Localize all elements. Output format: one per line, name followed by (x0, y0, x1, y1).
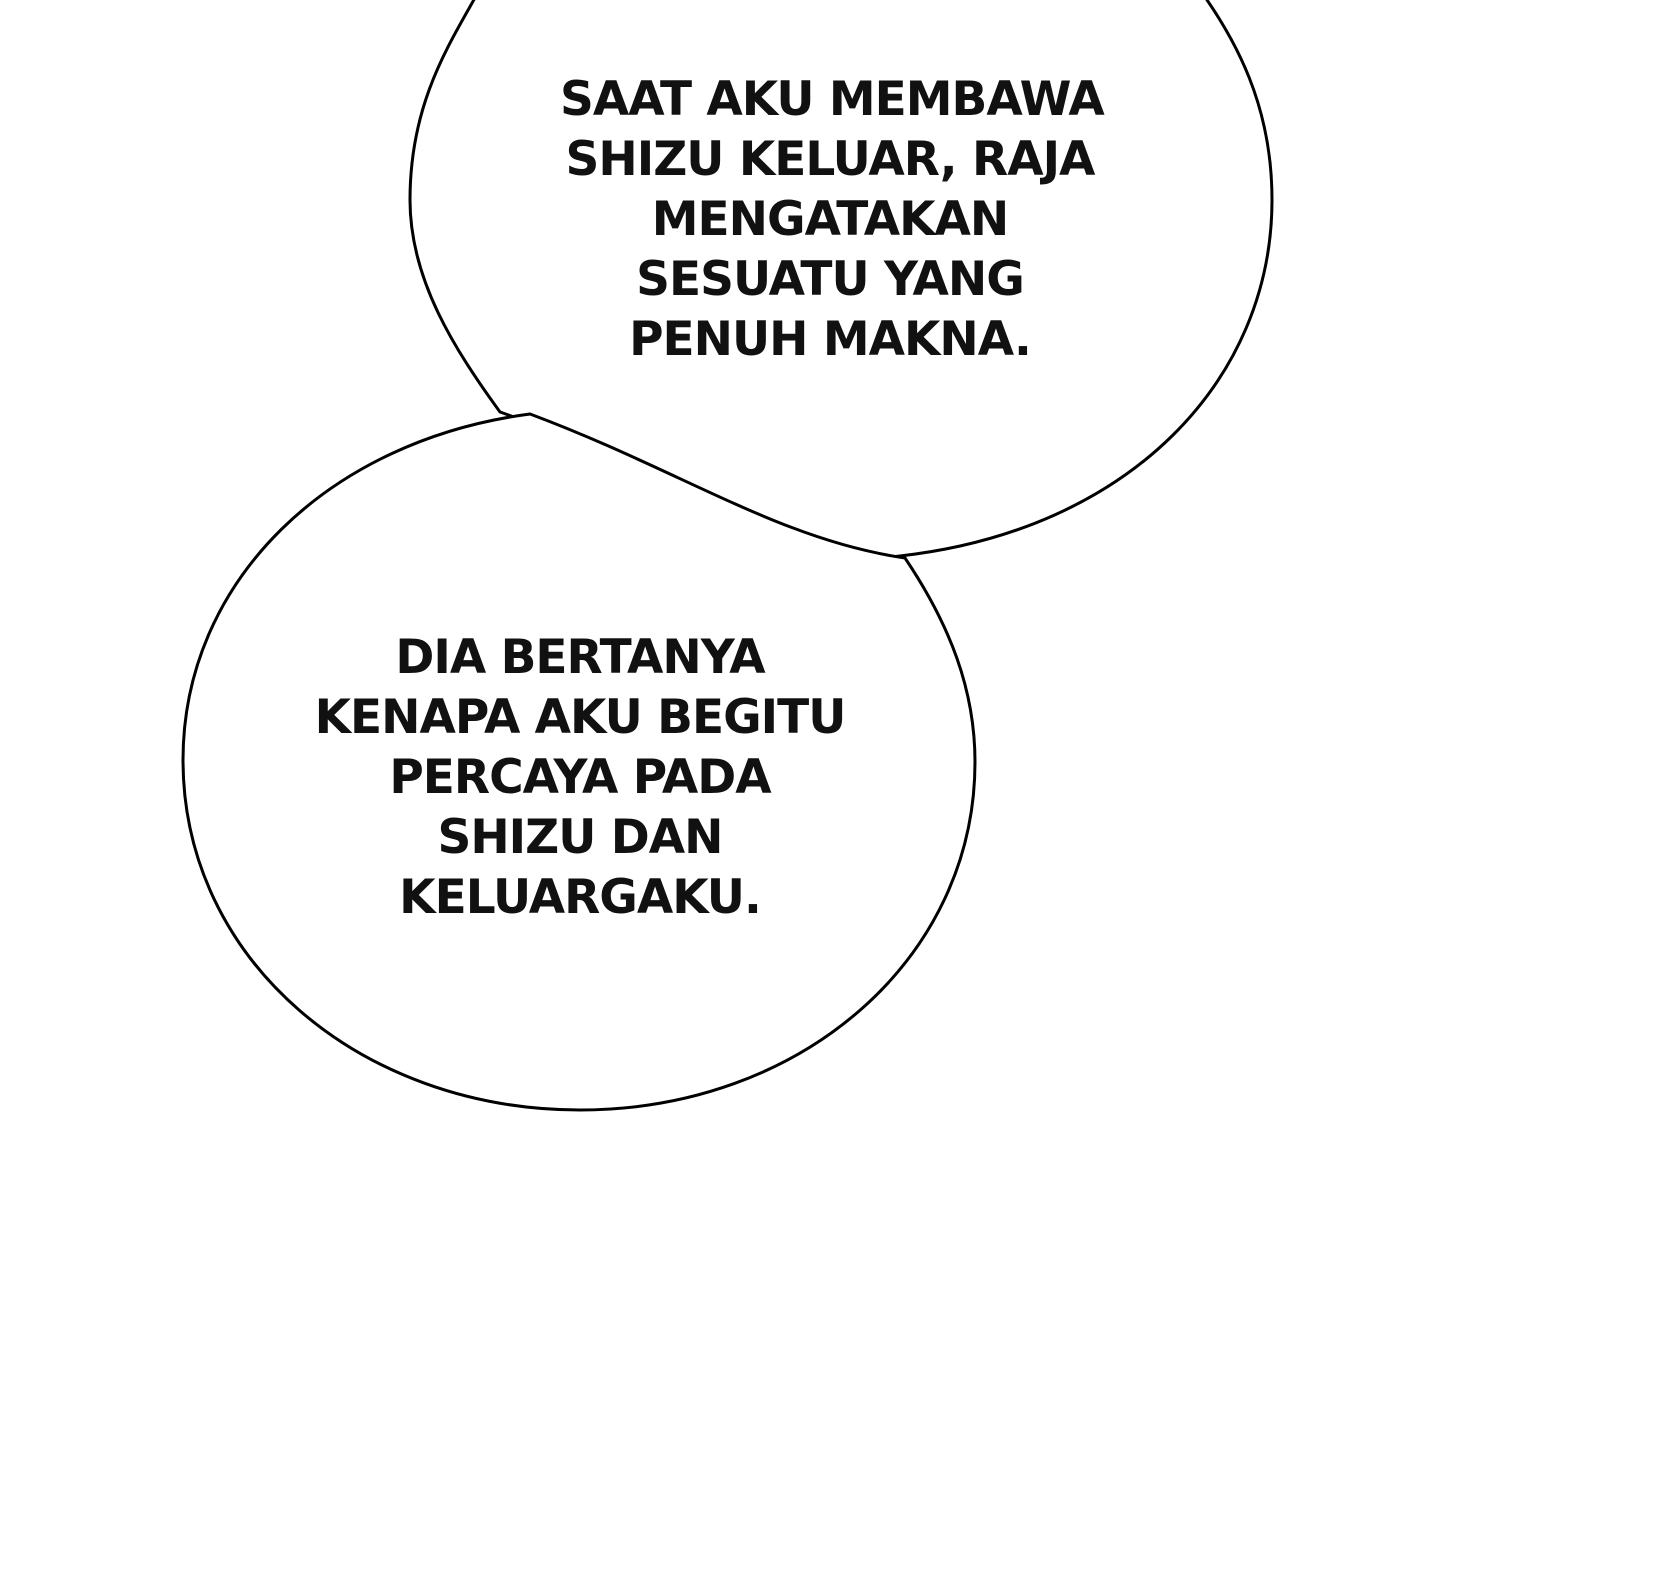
speech-line: SHIZU DAN (437, 810, 723, 865)
speech-line: KELUARGAKU. (399, 870, 761, 925)
speech-line: KENAPA AKU BEGITU (314, 690, 846, 745)
speech-line: SESUATU YANG (636, 252, 1024, 307)
speech-line: PERCAYA PADA (389, 750, 771, 805)
speech-text-top (560, 70, 1104, 370)
speech-text-bottom (285, 628, 875, 928)
speech-line: PENUH MAKNA. (629, 312, 1031, 367)
speech-line: SAAT AKU MEMBAWA (560, 72, 1104, 127)
speech-line: MENGATAKAN (651, 192, 1009, 247)
speech-line: DIA BERTANYA (395, 630, 765, 685)
speech-line: SHIZU KELUAR, RAJA (565, 132, 1095, 187)
